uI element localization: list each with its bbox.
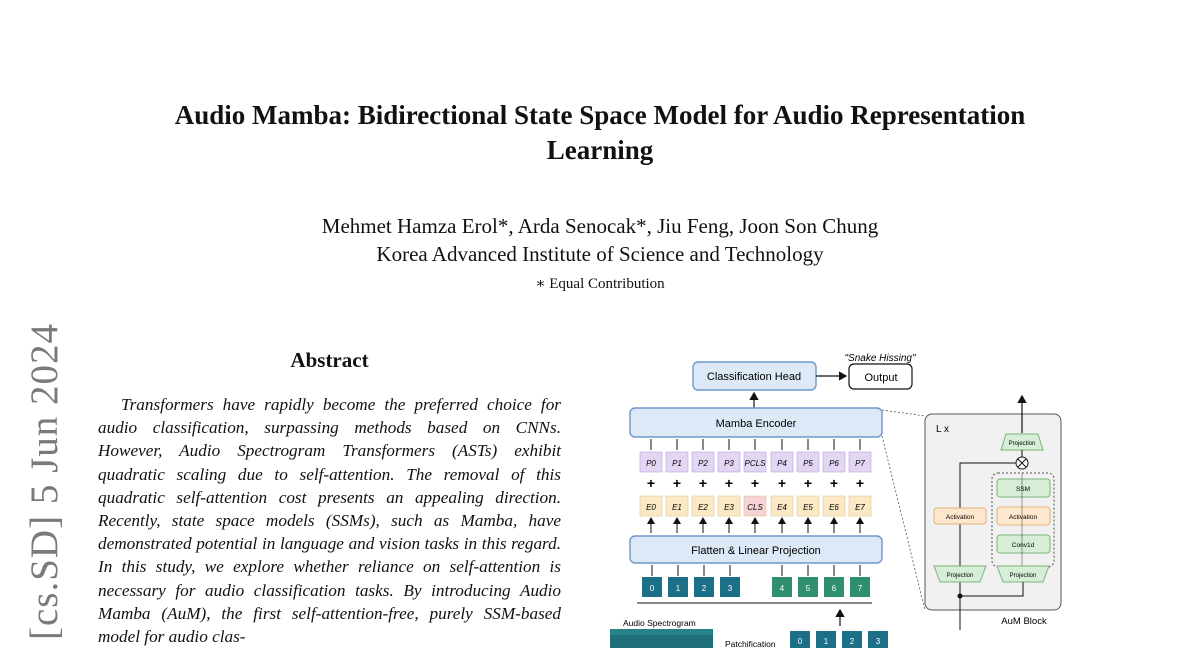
aum-block-label: AuM Block <box>1001 616 1047 627</box>
plus-sign: + <box>672 475 682 491</box>
position-token-label: P0 <box>646 459 656 468</box>
arxiv-stamp: [cs.SD] 5 Jun 2024 <box>23 323 66 640</box>
patch-token-label: 3 <box>727 584 733 593</box>
plus-sign: + <box>750 475 760 491</box>
outer-activation-label: Activation <box>945 514 975 521</box>
abstract-heading: Abstract <box>290 348 369 372</box>
embedding-token-label: CLS <box>747 503 763 512</box>
position-token-label: P6 <box>829 459 839 468</box>
zoom-line-top <box>882 410 925 416</box>
architecture-figure <box>600 340 1200 648</box>
plus-sign: + <box>646 475 656 491</box>
audio-spectrogram-label: Audio Spectrogram <box>623 618 696 628</box>
equal-contribution-note: ∗ Equal Contribution <box>535 276 665 292</box>
plus-sign: + <box>777 475 787 491</box>
output-caption: "Snake Hissing" <box>844 353 916 364</box>
mamba-encoder-label: Mamba Encoder <box>715 418 797 430</box>
patch-token-label: 4 <box>779 584 785 593</box>
top-projection-label: Projection <box>1008 441 1036 447</box>
embedding-token-label: E2 <box>698 503 708 512</box>
plus-sign: + <box>724 475 734 491</box>
classification-head-label: Classification Head <box>706 371 802 383</box>
bottom-right-projection-label: Projection <box>1009 573 1037 579</box>
plus-sign: + <box>803 475 813 491</box>
position-token-label: P2 <box>698 459 708 468</box>
bottom-left-projection-label: Projection <box>946 573 974 579</box>
author-list: Mehmet Hamza Erol*, Arda Senocak*, Jiu Feng, Joon Son Chung <box>321 214 879 238</box>
embedding-token-label: E7 <box>855 503 865 512</box>
position-token-label: P3 <box>724 459 734 468</box>
patch-token-label: 7 <box>857 584 863 593</box>
embedding-token-label: E4 <box>777 503 787 512</box>
embedding-token-label: E5 <box>803 503 813 512</box>
patchification-token-label: 1 <box>823 637 829 646</box>
position-token-row <box>640 439 871 472</box>
patch-token-row <box>642 565 870 597</box>
patchification-label: Patchification <box>725 639 776 648</box>
zoom-line-bottom <box>882 436 925 610</box>
patchification-token-row <box>790 631 888 648</box>
block-repeat-label: L x <box>936 424 949 435</box>
patch-token-label: 1 <box>675 584 681 593</box>
ssm-label: SSM <box>1015 486 1031 493</box>
position-token-label: P5 <box>803 459 813 468</box>
position-token-label: P1 <box>672 459 682 468</box>
embedding-token-row <box>640 496 871 533</box>
patch-token-label: 0 <box>649 584 655 593</box>
plus-sign: + <box>855 475 865 491</box>
patchification-token-label: 3 <box>875 637 881 646</box>
output-label: Output <box>864 372 898 384</box>
split-node-icon <box>958 594 963 599</box>
title-line-2: Learning <box>546 135 654 165</box>
position-token-label: PCLS <box>744 459 766 468</box>
embedding-token-label: E1 <box>672 503 682 512</box>
patchification-token-label: 0 <box>797 637 803 646</box>
plus-sign: + <box>698 475 708 491</box>
plus-sign: + <box>829 475 839 491</box>
embedding-token-label: E0 <box>646 503 656 512</box>
title-line-1: Audio Mamba: Bidirectional State Space Model for Audio Representation <box>174 100 1026 130</box>
patch-token-label: 5 <box>805 584 811 593</box>
flatten-projection-label: Flatten & Linear Projection <box>691 545 821 557</box>
position-token-label: P7 <box>855 459 865 468</box>
abstract-text: Transformers have rapidly become the preferred choice for audio classification, surpassing methods based on CNNs. However, Audio Spectrogram Transformers (ASTs) exhibit quadratic scaling due to self-attention. The removal of this quadratic self-attention cost presents an appealing direction. Recently, state space models (SSMs), such as Mamba, have demonstrated potential in language and vision tasks in this regard. In this study, we explore whether reliance on self-attention is necessary for audio classification tasks. By introducing Audio Mamba (AuM), the first self-attention-free, purely SSM-based model for audio clas- <box>98 395 561 647</box>
embedding-token-label: E6 <box>829 503 839 512</box>
embedding-token-label: E3 <box>724 503 734 512</box>
paper-title <box>0 98 1200 168</box>
conv1d-label: Conv1d <box>1011 542 1035 549</box>
patch-token-label: 6 <box>831 584 837 593</box>
abstract-body <box>98 393 561 648</box>
plus-row <box>647 475 864 491</box>
patchification-token-label: 2 <box>849 637 855 646</box>
inner-activation-label: Activation <box>1008 514 1038 521</box>
position-token-label: P4 <box>777 459 787 468</box>
patch-token-label: 2 <box>701 584 707 593</box>
affiliation: Korea Advanced Institute of Science and Technology <box>376 242 824 266</box>
